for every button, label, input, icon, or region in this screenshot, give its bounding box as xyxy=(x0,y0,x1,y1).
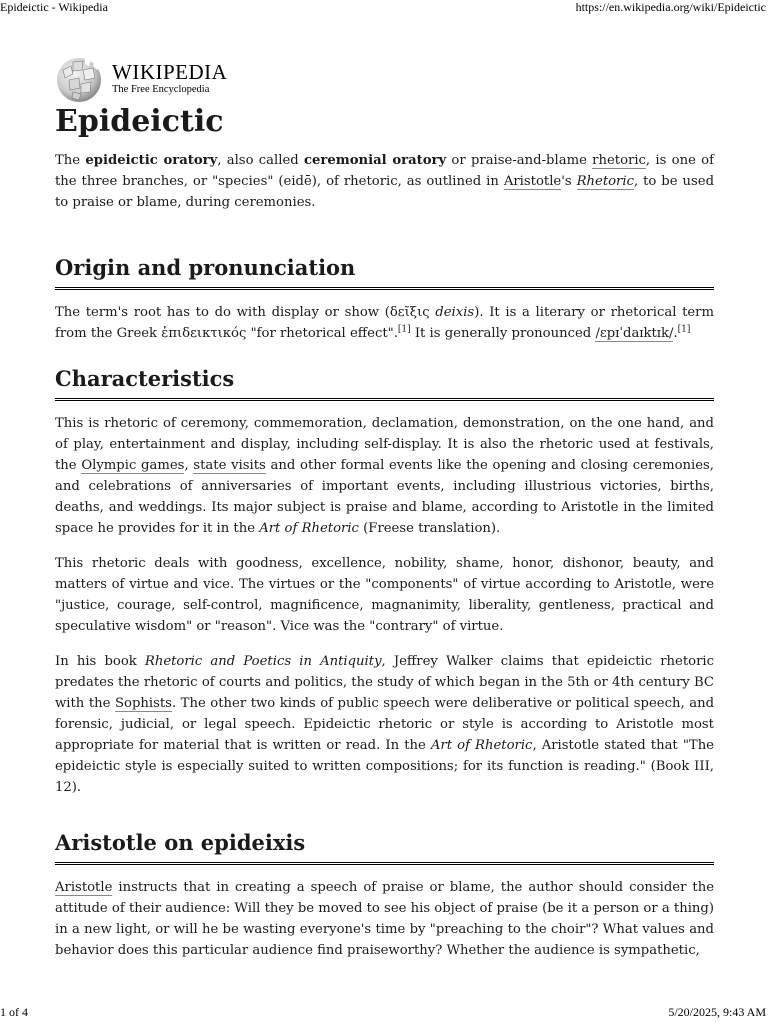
origin-paragraph: The term's root has to do with display or show (δεῖξις deixis). It is a literary or rhetorical term from the Greek ἐπιδεικτικός "for rhetorical effect".[1] It is generally pronounced /ɛpɪˈdaɪktɪk/.[1] xyxy=(55,305,714,341)
section-heading-characteristics: Characteristics xyxy=(55,365,714,401)
link-olympic-games[interactable]: Olympic games xyxy=(81,458,185,473)
section-heading-origin: Origin and pronunciation xyxy=(55,254,714,290)
wikipedia-globe-icon xyxy=(55,56,103,104)
wikipedia-logo[interactable] xyxy=(55,56,255,104)
link-aristotle-section[interactable]: Aristotle xyxy=(55,880,113,895)
link-rhetoric[interactable]: rhetoric xyxy=(592,153,646,168)
link-state-visits[interactable]: state visits xyxy=(193,458,266,473)
link-aristotle[interactable]: Aristotle xyxy=(503,174,562,189)
link-rhetoric-book[interactable]: Rhetoric xyxy=(576,174,634,189)
characteristics-paragraph-2: This rhetoric deals with goodness, excellence, nobility, shame, honor, dishonor, beauty, and matters of virtue and vice. The virtues or the "components" of virtue according to Aristotle, were "justice, courage, self-control, magnificence, magnanimity, liberality, gentleness, practical and speculative wisdom" or "reason". Vice was the "contrary" of virtue. xyxy=(55,556,714,634)
page-url: https://en.wikipedia.org/wiki/Epideictic xyxy=(575,0,766,14)
wikipedia-tagline: The Free Encyclopedia xyxy=(112,84,210,95)
reference-1[interactable]: [1] xyxy=(397,324,411,335)
section-heading-aristotle: Aristotle on epideixis xyxy=(55,829,714,865)
page-title: Epideictic xyxy=(55,104,224,139)
wikipedia-wordmark: WIKIPEDIA xyxy=(112,60,228,84)
aristotle-paragraph: Aristotle instructs that in creating a speech of praise or blame, the author should consider the attitude of their audience: Will they be moved to see his object of praise (be it a person or a thing) in a new light, or will he be wasting everyone's time by "preaching to the choir"? What values and behavior does this particular audience find praiseworthy? Whether the audience is sympathetic, xyxy=(55,880,714,958)
link-sophists[interactable]: Sophists xyxy=(114,696,172,711)
characteristics-paragraph-3: In his book Rhetoric and Poetics in Antiquity, Jeffrey Walker claims that epideictic rhetoric predates the rhetoric of courts and politics, the study of which began in the 5th or 4th century BC with the Sophists. The other two kinds of public speech were deliberative or political speech, and forensic, judicial, or legal speech. Epideictic rhetoric or style is according to Aristotle most appropriate for material that is written or read. In the Art of Rhetoric, Aristotle stated that "The epideictic style is especially suited to written compositions; for its function is reading." (Book III, 12). xyxy=(55,654,715,795)
link-pronunciation[interactable]: /ɛpɪˈdaɪktɪk/ xyxy=(595,326,674,341)
intro-paragraph: The epideictic oratory, also called ceremonial oratory or praise-and-blame rhetoric, is one of the three branches, or "species" (eidē), of rhetoric, as outlined in Aristotle's Rhetoric, to be used to praise or blame, during ceremonies. xyxy=(55,153,715,210)
article-content xyxy=(55,100,714,975)
page-indicator: 1 of 4 xyxy=(0,1005,28,1019)
characteristics-paragraph-1: This is rhetoric of ceremony, commemoration, declamation, demonstration, on the one hand, and of play, entertainment and display, including self-display. It is also the rhetoric used at festivals, the Olympic games, state visits and other formal events like the opening and closing ceremonies, and celebrations of anniversaries of important events, including illustrious victories, births, deaths, and weddings. Its major subject is praise and blame, according to Aristotle in the limited space he provides for it in the Art of Rhetoric (Freese translation). xyxy=(55,416,714,536)
browser-tab-title: Epideictic - Wikipedia xyxy=(0,0,108,14)
print-timestamp: 5/20/2025, 9:43 AM xyxy=(668,1005,766,1019)
reference-1-second[interactable]: [1] xyxy=(677,324,691,335)
